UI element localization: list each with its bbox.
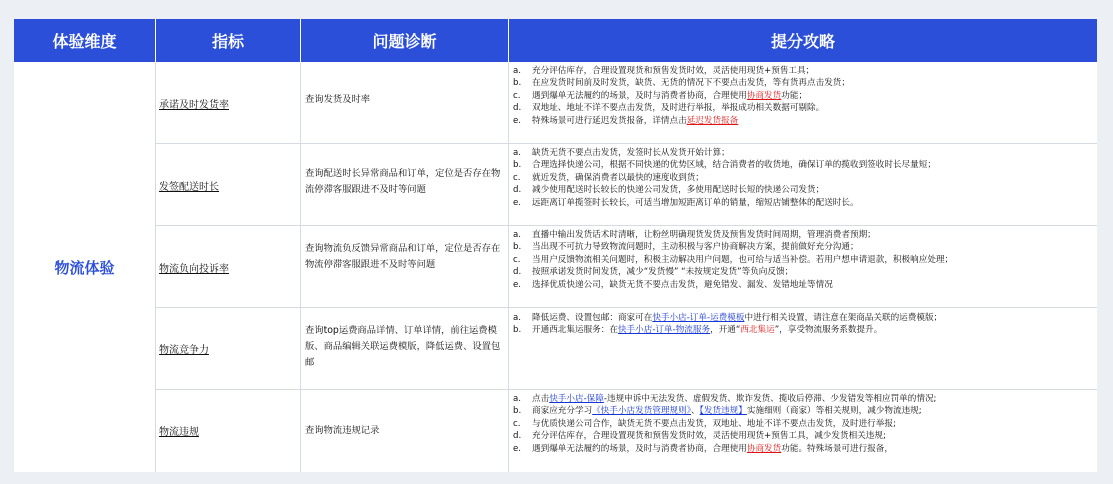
tip-marker: e. xyxy=(513,279,522,290)
tip-segment: 就近发货，确保消费者以最快的速度收到货； xyxy=(532,172,704,183)
tip-marker: a. xyxy=(513,313,521,323)
tip-item xyxy=(513,324,1093,336)
tip-item xyxy=(513,102,1093,114)
tip-segment: ，开通“ xyxy=(710,325,741,336)
tip-text xyxy=(532,279,833,291)
tip-marker: c. xyxy=(513,172,521,183)
tip-marker: d. xyxy=(513,431,522,442)
tip-link[interactable]: 协商发货 xyxy=(746,90,782,101)
diagnosis-delivery-duration: 查询配送时长异常商品和订单，定位是否存在物流停滞客服跟进不及时等问题 xyxy=(305,168,501,195)
tip-segment: 减少使用配送时长较长的快递公司发货，多使用配送时长短的快递公司发货； xyxy=(532,185,825,196)
tip-item xyxy=(513,77,1093,89)
tip-text xyxy=(532,102,824,114)
tip-segment: 中进行相关设置，请注意在架商品关联的运费模版； xyxy=(744,313,943,323)
tip-text xyxy=(532,254,953,266)
tip-segment: 直播中输出发货话术时清晰，让粉丝明确现货发货及预售发货时间周期，管理消费者预期； xyxy=(532,230,876,240)
tip-segment: 当出现不可抗力导致物流问题时，主动积极与客户协商解决方案，提前做好充分沟通； xyxy=(532,242,859,253)
tip-text xyxy=(532,393,936,405)
tip-segment: 双地址、地址不详不要点击发货，及时进行举报，举报成功相关数据可剔除。 xyxy=(532,103,825,114)
tip-marker: d. xyxy=(513,185,522,196)
metric-link-ontime-delivery[interactable]: 承诺及时发货率 xyxy=(159,100,229,111)
tip-segment: 降低运费、设置包邮：商家可在 xyxy=(532,313,653,323)
tip-marker: b. xyxy=(513,78,522,89)
tip-item xyxy=(513,443,1093,455)
tip-marker: c. xyxy=(513,90,521,101)
tips-logistics-violation xyxy=(513,393,1093,455)
tip-segment: 遇到爆单无法履约的场景，及时与消费者协商，合理使用 xyxy=(532,443,747,454)
tip-text xyxy=(532,266,793,278)
tip-text xyxy=(532,430,886,442)
tip-text xyxy=(532,405,922,417)
tip-item xyxy=(513,241,1093,253)
tip-item xyxy=(513,147,1093,159)
tip-segment: 开通西北集运服务：在 xyxy=(532,325,618,336)
tip-text xyxy=(532,159,936,171)
tips-delivery-duration xyxy=(513,147,1093,209)
diagnosis-ontime-delivery: 查询发货及时率 xyxy=(305,94,371,105)
tip-text xyxy=(532,324,882,336)
tip-text xyxy=(532,241,859,253)
tip-segment: 与优质快递公司合作，缺货无货不要点击发货，双地址、地址不详不要点击发货，及时进行举报; xyxy=(532,418,896,429)
tip-text xyxy=(532,312,942,324)
tip-segment: 功能； xyxy=(781,90,808,101)
tip-segment: ”，享受物流服务系数提升。 xyxy=(774,325,883,336)
tip-item xyxy=(513,90,1093,102)
tip-segment: 点击 xyxy=(532,394,550,404)
strategy-table xyxy=(14,19,1097,472)
tip-item xyxy=(513,172,1093,184)
diagnosis-logistics-competitiveness: 查询top运费商品详情、订单详情，前往运费模版、商品编辑关联运费模版，降低运费、设置包邮 xyxy=(305,325,501,368)
tip-marker: a. xyxy=(513,230,521,240)
tip-segment: 功能。特殊场景可进行报备， xyxy=(781,443,893,454)
tip-marker: c. xyxy=(513,418,521,429)
tip-segment: -违规申诉中无法发货、虚假发货、欺诈发货、揽收后停滞、少发错发等相应罚单的情况; xyxy=(603,394,937,404)
tips-logistics-competitiveness xyxy=(513,312,1093,337)
tip-link[interactable]: 延迟发货报备 xyxy=(686,115,739,126)
tip-segment: 合理选择快递公司，根据不同快递的优势区域，结合消费者的收货地，确保订单的揽收到签收时长尽量短； xyxy=(532,160,936,171)
tip-item xyxy=(513,254,1093,266)
header-diagnosis: 问题诊断 xyxy=(301,19,508,62)
tip-marker: b. xyxy=(513,242,522,253)
tip-marker: d. xyxy=(513,103,522,114)
tip-link[interactable]: 协商发货 xyxy=(746,443,782,454)
tip-item xyxy=(513,197,1093,209)
tip-segment: 遇到爆单无法履约的场景，及时与消费者协商，合理使用 xyxy=(532,90,747,101)
tip-segment: 选择优质快递公司，缺货无货不要点击发货，避免错发、漏发、发错地址等情况 xyxy=(532,279,833,290)
tip-marker: a. xyxy=(513,148,521,158)
tip-highlight: 西北集运 xyxy=(740,325,775,336)
tip-link[interactable]: 《快手小店发货管理规则》 xyxy=(592,406,691,417)
tip-segment: 在应发货时间前及时发货，缺货、无货的情况下不要点击发货，等有货再点击发货； xyxy=(532,78,850,89)
metric-link-negative-complaint[interactable]: 物流负向投诉率 xyxy=(159,264,229,275)
tip-text xyxy=(532,197,859,209)
tips-negative-complaint xyxy=(513,229,1093,291)
tip-segment: 充分评估库存，合理设置现货和预售发货时效，灵活使用现货+预售工具，减少发货相关违规; xyxy=(532,431,886,442)
tip-text xyxy=(532,115,738,127)
tip-text xyxy=(532,65,814,77)
tip-item xyxy=(513,115,1093,127)
tip-item xyxy=(513,65,1093,77)
tip-marker: a. xyxy=(513,66,521,76)
diagnosis-negative-complaint: 查询物流负反馈异常商品和订单，定位是否存在物流停滞客服跟进不及时等问题 xyxy=(305,243,501,270)
tip-link[interactable]: 快手小店-订单-物流服务 xyxy=(617,325,711,336)
tip-marker: e. xyxy=(513,197,522,208)
tip-text xyxy=(532,172,704,184)
tip-link[interactable]: 快手小店-保障 xyxy=(549,394,604,404)
tip-marker: d. xyxy=(513,267,522,278)
header-dimension: 体验维度 xyxy=(14,19,155,62)
tip-marker: c. xyxy=(513,254,521,265)
tip-segment: 充分评估库存，合理设置现货和预售发货时效，灵活使用现货+预售工具； xyxy=(532,66,815,76)
tip-text xyxy=(532,77,850,89)
header-tips: 提分攻略 xyxy=(509,19,1097,62)
tip-item xyxy=(513,430,1093,442)
tip-item xyxy=(513,184,1093,196)
tip-segment: 、 xyxy=(691,406,700,417)
metric-link-logistics-competitiveness[interactable]: 物流竞争力 xyxy=(159,345,209,356)
tip-segment: 远距离订单揽签时长较长，可适当增加短距离订单的销量，缩短店铺整体的配送时长。 xyxy=(532,197,859,208)
tip-item xyxy=(513,159,1093,171)
tip-segment: 特殊场景可进行延迟发货报备，详情点击 xyxy=(532,115,687,126)
dimension-label: 物流体验 xyxy=(54,258,115,277)
tip-marker: a. xyxy=(513,394,521,404)
tip-text xyxy=(532,147,730,159)
tips-ontime-delivery xyxy=(513,65,1093,127)
tip-text xyxy=(532,443,893,455)
diagnosis-logistics-violation: 查询物流违规记录 xyxy=(305,425,380,436)
tip-marker: b. xyxy=(513,160,522,171)
tip-marker: b. xyxy=(513,325,522,336)
tip-item xyxy=(513,279,1093,291)
tip-link[interactable]: 快手小店-订单-运费模板 xyxy=(652,313,745,323)
header-metric: 指标 xyxy=(156,19,300,62)
tip-marker: e. xyxy=(513,443,522,454)
tip-segment: 实施细则（商家）等相关规则，减少物流违规; xyxy=(746,406,922,417)
tip-item xyxy=(513,418,1093,430)
tip-text xyxy=(532,184,824,196)
tip-item xyxy=(513,266,1093,278)
metric-link-logistics-violation[interactable]: 物流违规 xyxy=(159,427,199,438)
tip-item xyxy=(513,405,1093,417)
tip-item xyxy=(513,229,1093,241)
tip-segment: 商家应充分学习 xyxy=(532,406,593,417)
tip-item xyxy=(513,393,1093,405)
tip-text xyxy=(532,229,876,241)
metric-link-delivery-duration[interactable]: 发签配送时长 xyxy=(159,182,219,193)
tip-segment: 按照承诺发货时间发货，减少“发货慢” “未按规定发货”等负向反馈； xyxy=(532,267,794,278)
tip-text xyxy=(532,418,896,430)
tip-segment: 缺货无货不要点击发货，发签时长从发货开始计算； xyxy=(532,148,730,158)
tip-link[interactable]: 【发货违规】 xyxy=(699,406,747,417)
tip-segment: 当用户反馈物流相关问题时，积极主动解决用户问题，也可给与适当补偿。若用户想申请退款，积极响应处理； xyxy=(532,254,954,265)
tip-marker: e. xyxy=(513,115,522,126)
tip-item xyxy=(513,312,1093,324)
tip-marker: b. xyxy=(513,406,522,417)
tip-text xyxy=(532,90,807,102)
